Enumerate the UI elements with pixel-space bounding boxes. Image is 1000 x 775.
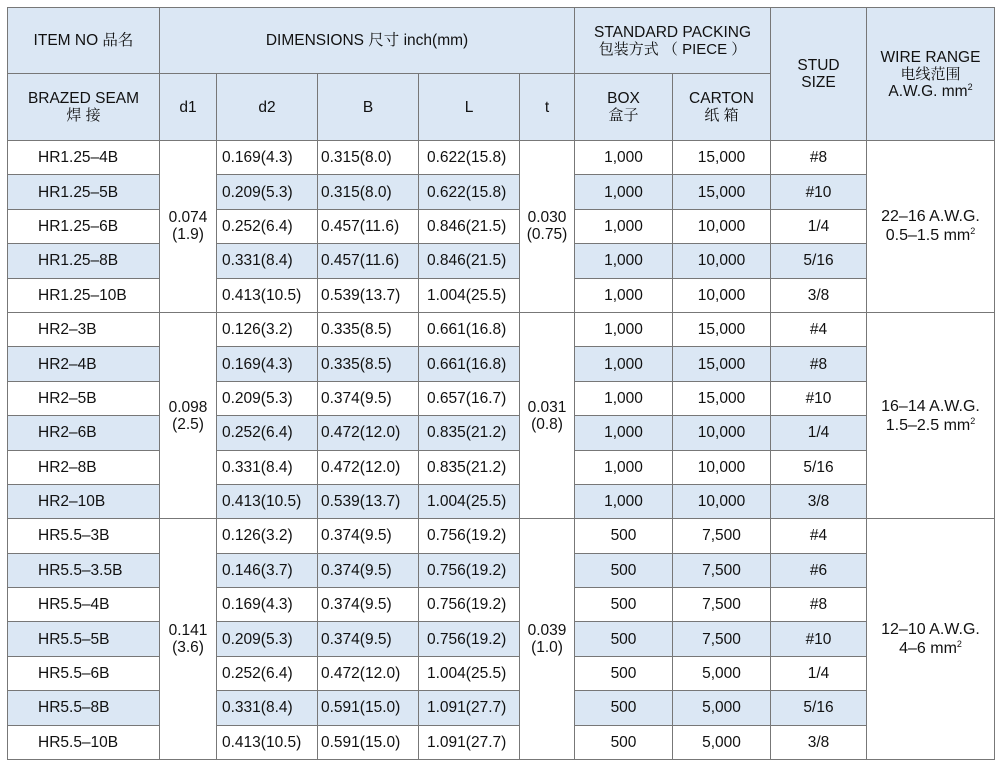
stud-cell: #8 <box>771 347 867 381</box>
box-cell: 1,000 <box>575 416 673 450</box>
stud-cell: 3/8 <box>771 278 867 312</box>
carton-cell: 5,000 <box>673 691 771 725</box>
wire-mm2 <box>867 416 994 435</box>
box-cell: 1,000 <box>575 347 673 381</box>
b-cell: 0.335(8.5) <box>318 347 419 381</box>
dimensions-header: DIMENSIONS 尺寸 inch(mm) <box>160 8 575 74</box>
d1-inch: 0.098 <box>168 398 208 416</box>
item-no-cell: HR5.5–6B <box>8 656 160 690</box>
l-cell: 1.091(27.7) <box>419 725 520 759</box>
carton-cell: 7,500 <box>673 553 771 587</box>
box-cell: 1,000 <box>575 209 673 243</box>
item-no-cell: HR2–8B <box>8 450 160 484</box>
b-cell: 0.539(13.7) <box>318 484 419 518</box>
carton-cell: 15,000 <box>673 312 771 346</box>
item-no-cell: HR1.25–4B <box>8 141 160 175</box>
item-no-cell: HR2–6B <box>8 416 160 450</box>
d2-cell: 0.252(6.4) <box>217 656 318 690</box>
l-cell: 0.835(21.2) <box>419 416 520 450</box>
table-row <box>8 278 995 312</box>
l-cell: 0.661(16.8) <box>419 347 520 381</box>
d2-cell: 0.331(8.4) <box>217 450 318 484</box>
box-cell: 1,000 <box>575 175 673 209</box>
b-cell: 0.591(15.0) <box>318 725 419 759</box>
wire-header-line3 <box>867 83 994 100</box>
b-cell: 0.315(8.0) <box>318 175 419 209</box>
t-mm: (0.8) <box>531 415 563 433</box>
table-row <box>8 312 995 346</box>
wire-header-unit: A.W.G. mm <box>888 82 968 100</box>
t-group-cell <box>520 141 575 313</box>
table-row <box>8 450 995 484</box>
b-cell: 0.591(15.0) <box>318 691 419 725</box>
item-no-cell: HR5.5–3B <box>8 519 160 553</box>
stud-cell: 5/16 <box>771 244 867 278</box>
table-body <box>8 141 995 760</box>
box-header <box>575 74 673 141</box>
d2-cell: 0.413(10.5) <box>217 725 318 759</box>
box-cell: 500 <box>575 656 673 690</box>
l-cell: 0.846(21.5) <box>419 244 520 278</box>
stud-cell: 3/8 <box>771 725 867 759</box>
d2-cell: 0.209(5.3) <box>217 175 318 209</box>
item-no-cell: HR2–5B <box>8 381 160 415</box>
d2-cell: 0.413(10.5) <box>217 484 318 518</box>
l-cell: 0.756(19.2) <box>419 553 520 587</box>
brazed-header-line1: BRAZED SEAM <box>27 90 140 107</box>
header-row-1 <box>8 8 995 74</box>
carton-cell: 10,000 <box>673 484 771 518</box>
brazed-header-line2: 焊 接 <box>66 107 101 124</box>
packing-header <box>575 8 771 74</box>
stud-cell: 1/4 <box>771 656 867 690</box>
b-cell: 0.539(13.7) <box>318 278 419 312</box>
d1-mm: (2.5) <box>172 415 204 433</box>
t-group-cell <box>520 312 575 518</box>
table-row <box>8 622 995 656</box>
t-inch: 0.030 <box>527 209 567 227</box>
packing-header-line1: STANDARD PACKING <box>593 23 752 41</box>
l-cell: 0.756(19.2) <box>419 622 520 656</box>
carton-header <box>673 74 771 141</box>
wire-range-header <box>867 8 995 141</box>
table-row <box>8 519 995 553</box>
brazed-seam-header <box>8 74 160 141</box>
b-cell: 0.472(12.0) <box>318 656 419 690</box>
wire-awg: 16–14 A.W.G. <box>881 397 980 415</box>
t-mm: (0.75) <box>526 226 568 244</box>
wire-mm2-sup: 2 <box>970 415 976 426</box>
table-row <box>8 588 995 622</box>
table-row <box>8 347 995 381</box>
stud-header <box>771 8 867 141</box>
box-header-line2: 盒子 <box>608 107 639 124</box>
item-no-cell: HR5.5–3.5B <box>8 553 160 587</box>
table-row <box>8 725 995 759</box>
b-cell: 0.374(9.5) <box>318 588 419 622</box>
l-cell: 0.622(15.8) <box>419 141 520 175</box>
table-row <box>8 175 995 209</box>
stud-cell: 3/8 <box>771 484 867 518</box>
box-cell: 500 <box>575 725 673 759</box>
l-cell: 0.657(16.7) <box>419 381 520 415</box>
table-row <box>8 691 995 725</box>
wire-mm2-value: 4–6 mm <box>899 640 957 658</box>
d2-cell: 0.126(3.2) <box>217 312 318 346</box>
stud-cell: 1/4 <box>771 209 867 243</box>
d2-header: d2 <box>217 74 318 141</box>
d2-cell: 0.331(8.4) <box>217 244 318 278</box>
b-cell: 0.335(8.5) <box>318 312 419 346</box>
b-cell: 0.472(12.0) <box>318 450 419 484</box>
carton-header-line1: CARTON <box>689 90 754 107</box>
b-header: B <box>318 74 419 141</box>
b-cell: 0.457(11.6) <box>318 244 419 278</box>
d2-cell: 0.252(6.4) <box>217 209 318 243</box>
d1-group-cell <box>160 141 217 313</box>
spec-table <box>7 7 995 760</box>
b-cell: 0.374(9.5) <box>318 622 419 656</box>
carton-cell: 7,500 <box>673 622 771 656</box>
stud-cell: 5/16 <box>771 691 867 725</box>
item-no-cell: HR1.25–5B <box>8 175 160 209</box>
box-cell: 500 <box>575 691 673 725</box>
l-header: L <box>419 74 520 141</box>
d2-cell: 0.146(3.7) <box>217 553 318 587</box>
d2-cell: 0.169(4.3) <box>217 141 318 175</box>
wire-awg: 12–10 A.W.G. <box>881 621 980 639</box>
wire-mm2-sup: 2 <box>970 226 976 237</box>
t-inch: 0.039 <box>527 622 567 640</box>
d2-cell: 0.209(5.3) <box>217 622 318 656</box>
wire-awg: 22–16 A.W.G. <box>881 208 980 226</box>
table-row <box>8 553 995 587</box>
box-header-line1: BOX <box>607 90 640 107</box>
carton-cell: 10,000 <box>673 416 771 450</box>
stud-header-line1: STUD <box>797 57 840 74</box>
wire-header-sup: 2 <box>967 81 973 92</box>
d1-inch: 0.074 <box>168 209 208 227</box>
stud-cell: #8 <box>771 588 867 622</box>
carton-header-line2: 纸 箱 <box>704 107 739 124</box>
carton-cell: 5,000 <box>673 656 771 690</box>
wire-mm2 <box>867 226 994 245</box>
table-row <box>8 381 995 415</box>
b-cell: 0.374(9.5) <box>318 381 419 415</box>
stud-cell: #10 <box>771 381 867 415</box>
carton-cell: 15,000 <box>673 141 771 175</box>
box-cell: 500 <box>575 553 673 587</box>
d2-cell: 0.252(6.4) <box>217 416 318 450</box>
l-cell: 1.004(25.5) <box>419 278 520 312</box>
t-group-cell <box>520 519 575 760</box>
item-no-cell: HR2–10B <box>8 484 160 518</box>
l-cell: 0.835(21.2) <box>419 450 520 484</box>
stud-cell: #4 <box>771 519 867 553</box>
t-mm: (1.0) <box>531 639 563 657</box>
carton-cell: 10,000 <box>673 278 771 312</box>
b-cell: 0.374(9.5) <box>318 553 419 587</box>
d1-inch: 0.141 <box>168 622 208 640</box>
d1-mm: (1.9) <box>172 226 204 244</box>
l-cell: 0.846(21.5) <box>419 209 520 243</box>
table-row <box>8 484 995 518</box>
l-cell: 0.756(19.2) <box>419 588 520 622</box>
d1-mm: (3.6) <box>172 639 204 657</box>
carton-cell: 5,000 <box>673 725 771 759</box>
box-cell: 1,000 <box>575 381 673 415</box>
box-cell: 1,000 <box>575 484 673 518</box>
b-cell: 0.457(11.6) <box>318 209 419 243</box>
box-cell: 1,000 <box>575 141 673 175</box>
stud-cell: #6 <box>771 553 867 587</box>
l-cell: 0.756(19.2) <box>419 519 520 553</box>
carton-cell: 7,500 <box>673 588 771 622</box>
box-cell: 500 <box>575 622 673 656</box>
b-cell: 0.374(9.5) <box>318 519 419 553</box>
packing-header-line2: 包装方式 （ PIECE ） <box>598 40 747 58</box>
carton-cell: 15,000 <box>673 381 771 415</box>
item-no-cell: HR2–4B <box>8 347 160 381</box>
item-no-header: ITEM NO 品名 <box>8 8 160 74</box>
d2-cell: 0.169(4.3) <box>217 347 318 381</box>
box-cell: 500 <box>575 588 673 622</box>
carton-cell: 15,000 <box>673 175 771 209</box>
box-cell: 1,000 <box>575 312 673 346</box>
item-no-cell: HR2–3B <box>8 312 160 346</box>
table-row <box>8 244 995 278</box>
box-cell: 500 <box>575 519 673 553</box>
stud-cell: #4 <box>771 312 867 346</box>
t-inch: 0.031 <box>527 398 567 416</box>
carton-cell: 10,000 <box>673 209 771 243</box>
item-no-cell: HR5.5–8B <box>8 691 160 725</box>
stud-header-line2: SIZE <box>801 74 836 91</box>
item-no-cell: HR1.25–10B <box>8 278 160 312</box>
d1-group-cell <box>160 519 217 760</box>
wire-header-line2: 电线范围 <box>900 65 961 83</box>
table-row <box>8 416 995 450</box>
carton-cell: 15,000 <box>673 347 771 381</box>
table-row <box>8 141 995 175</box>
t-header: t <box>520 74 575 141</box>
stud-cell: #8 <box>771 141 867 175</box>
wire-mm2-value: 0.5–1.5 mm <box>885 227 971 245</box>
stud-cell: 1/4 <box>771 416 867 450</box>
wire-mm2 <box>867 639 994 658</box>
item-no-cell: HR5.5–5B <box>8 622 160 656</box>
wire-header-line1: WIRE RANGE <box>880 48 981 66</box>
l-cell: 1.004(25.5) <box>419 656 520 690</box>
d2-cell: 0.413(10.5) <box>217 278 318 312</box>
d1-header: d1 <box>160 74 217 141</box>
carton-cell: 10,000 <box>673 244 771 278</box>
d2-cell: 0.126(3.2) <box>217 519 318 553</box>
stud-cell: 5/16 <box>771 450 867 484</box>
stud-cell: #10 <box>771 622 867 656</box>
wire-range-cell <box>867 312 995 518</box>
table-row <box>8 209 995 243</box>
box-cell: 1,000 <box>575 278 673 312</box>
item-no-cell: HR5.5–10B <box>8 725 160 759</box>
item-no-cell: HR5.5–4B <box>8 588 160 622</box>
l-cell: 1.004(25.5) <box>419 484 520 518</box>
table-row <box>8 656 995 690</box>
item-no-cell: HR1.25–6B <box>8 209 160 243</box>
wire-mm2-sup: 2 <box>956 639 962 650</box>
carton-cell: 7,500 <box>673 519 771 553</box>
d2-cell: 0.169(4.3) <box>217 588 318 622</box>
box-cell: 1,000 <box>575 450 673 484</box>
l-cell: 1.091(27.7) <box>419 691 520 725</box>
d2-cell: 0.209(5.3) <box>217 381 318 415</box>
carton-cell: 10,000 <box>673 450 771 484</box>
box-cell: 1,000 <box>575 244 673 278</box>
l-cell: 0.622(15.8) <box>419 175 520 209</box>
d2-cell: 0.331(8.4) <box>217 691 318 725</box>
b-cell: 0.472(12.0) <box>318 416 419 450</box>
wire-range-cell <box>867 519 995 760</box>
b-cell: 0.315(8.0) <box>318 141 419 175</box>
stud-cell: #10 <box>771 175 867 209</box>
d1-group-cell <box>160 312 217 518</box>
l-cell: 0.661(16.8) <box>419 312 520 346</box>
item-no-cell: HR1.25–8B <box>8 244 160 278</box>
wire-range-cell <box>867 141 995 313</box>
wire-mm2-value: 1.5–2.5 mm <box>885 416 971 434</box>
